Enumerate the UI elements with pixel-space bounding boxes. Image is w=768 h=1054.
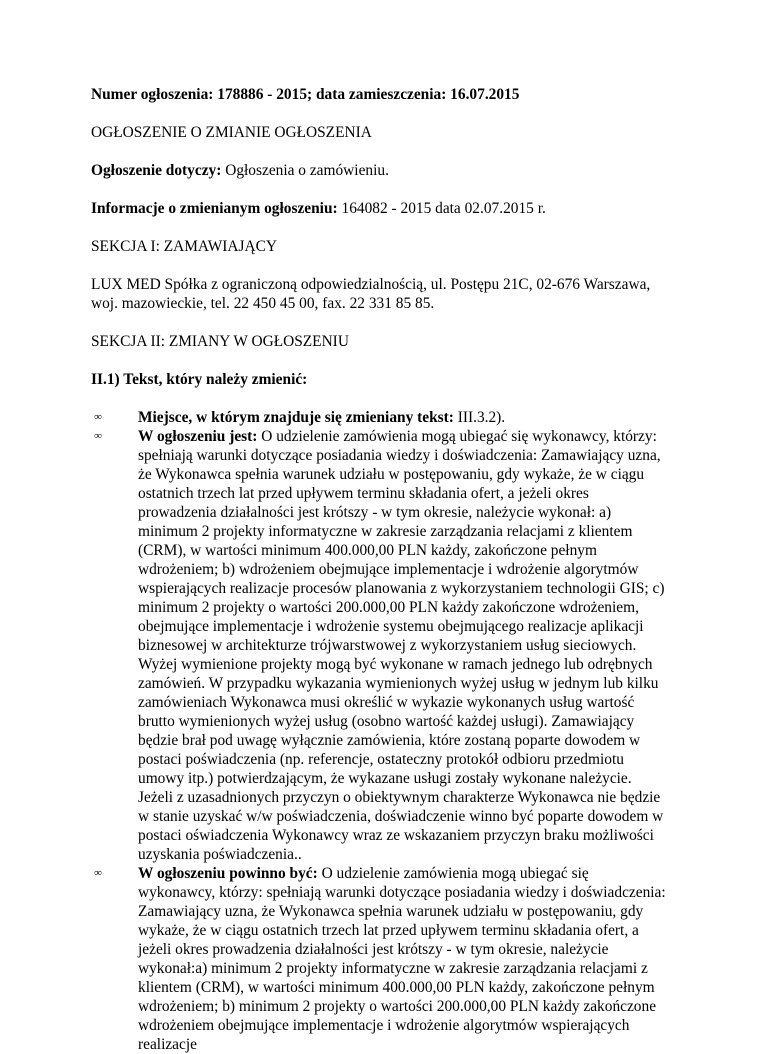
changed-info-value: 164082 - 2015 data 02.07.2015 r. — [337, 200, 546, 217]
infinity-bullet-icon: ∞ — [94, 867, 102, 879]
concerns-value: Ogłoszenia o zamówieniu. — [221, 162, 389, 179]
list-item — [94, 427, 668, 864]
infinity-bullet-icon: ∞ — [94, 430, 102, 442]
infinity-bullet-icon: ∞ — [94, 411, 102, 423]
changed-info-label: Informacje o zmienianym ogłoszeniu: — [91, 200, 338, 217]
changed-info-line — [91, 199, 668, 218]
item-label: W ogłoszeniu jest: — [138, 428, 258, 445]
item-label: W ogłoszeniu powinno być: — [138, 865, 318, 882]
list-item — [94, 864, 668, 1054]
announcement-title: OGŁOSZENIE O ZMIANIE OGŁOSZENIA — [91, 124, 372, 141]
list-item — [94, 408, 668, 427]
concerns-label: Ogłoszenie dotyczy: — [91, 162, 222, 179]
concerns-line — [91, 161, 668, 180]
item-label: Miejsce, w którym znajduje się zmieniany tekst: — [138, 409, 454, 426]
changes-list — [91, 408, 668, 1054]
section-2-heading: SEKCJA II: ZMIANY W OGŁOSZENIU — [91, 333, 349, 350]
section-1-heading: SEKCJA I: ZAMAWIAJĄCY — [91, 238, 278, 255]
item-text: O udzielenie zamówienia mogą ubiegać się wykonawcy, którzy: spełniają warunki dotyczące posiadania wiedzy i doświadczenia: Zamawiający uzna, że Wykonawca spełnia warunek udziału w postępowaniu, gdy wykaże, że w ciągu ostatnich trzech lat przed upływem terminu składania ofert, a jeżeli okres prowadzenia działalności jest krótszy - w tym okresie, należycie wykonał:a) minimum 2 projekty informatyczne w zakresie zarządzania relacjami z klientem (CRM), w wartości minimum 400.000,00 PLN każdy, zakończone pełnym wdrożeniem; b) minimum 2 projekty o wartości 200.000,00 PLN każdy zakończone wdrożeniem obejmujące implementacje i wdrożenie algorytmów wspierających realizacje — [138, 865, 666, 1053]
item-text: III.3.2). — [453, 409, 506, 426]
item-text: O udzielenie zamówienia mogą ubiegać się wykonawcy, którzy: spełniają warunki dotyczące posiadania wiedzy i doświadczenia: Zamawiający uzna, że Wykonawca spełnia warunek udziału w postępowaniu, gdy wykaże, że w ciągu ostatnich trzech lat przed upływem terminu składania ofert, a jeżeli okres prowadzenia działalności jest krótszy - w tym okresie, należycie wykonał: a) minimum 2 projekty informatyczne w zakresie zarządzania relacjami z klientem (CRM), w wartości minimum 400.000,00 PLN każdy, zakończone pełnym wdrożeniem; b) wdrożeniem obejmujące implementacje i wdrożenie algorytmów wspierających realizacje procesów planowania z wykorzystaniem technologii GIS; c) minimum 2 projekty o wartości 200.000,00 PLN każdy zakończone wdrożeniem, obejmujące implementacje i wdrożenie systemu obejmującego realizacje aplikacji biznesowej w architekturze trójwarstwowej z wykorzystaniem usług sieciowych. Wyżej wymienione projekty mogą być wykonane w ramach jednego lub odrębnych zamówień. W przypadku wykazania wymienionych wyżej usług w jednym lub kilku zamówieniach Wykonawca musi określić w wykazie wykonanych usług wartość brutto wymienionych wyżej usług (osobno wartość każdej usługi). Zamawiający będzie brał pod uwagę wyłącznie zamówienia, które zostaną poparte dowodem w postaci poświadczenia (np. referencje, ostateczny protokół odbioru przedmiotu umowy itp.) potwierdzającym, że wykazane usługi zostały wykonane należycie. Jeżeli z uzasadnionych przyczyn o obiektywnym charakterze Wykonawca nie będzie w stanie uzyskać w/w poświadczenia, doświadczenie winno być poparte dowodem w postaci oświadczenia Wykonawcy wraz ze wskazaniem przyczyn braku możliwości uzyskania poświadczenia.. — [138, 428, 665, 863]
section-2-subheading: II.1) Tekst, który należy zmienić: — [91, 371, 308, 388]
section-1-body: LUX MED Spółka z ograniczoną odpowiedzialnością, ul. Postępu 21C, 02-676 Warszawa, woj. mazowieckie, tel. 22 450 45 00, fax. 22 331 85 85. — [91, 276, 651, 312]
announcement-number-line: Numer ogłoszenia: 178886 - 2015; data zamieszczenia: 16.07.2015 — [91, 86, 520, 103]
